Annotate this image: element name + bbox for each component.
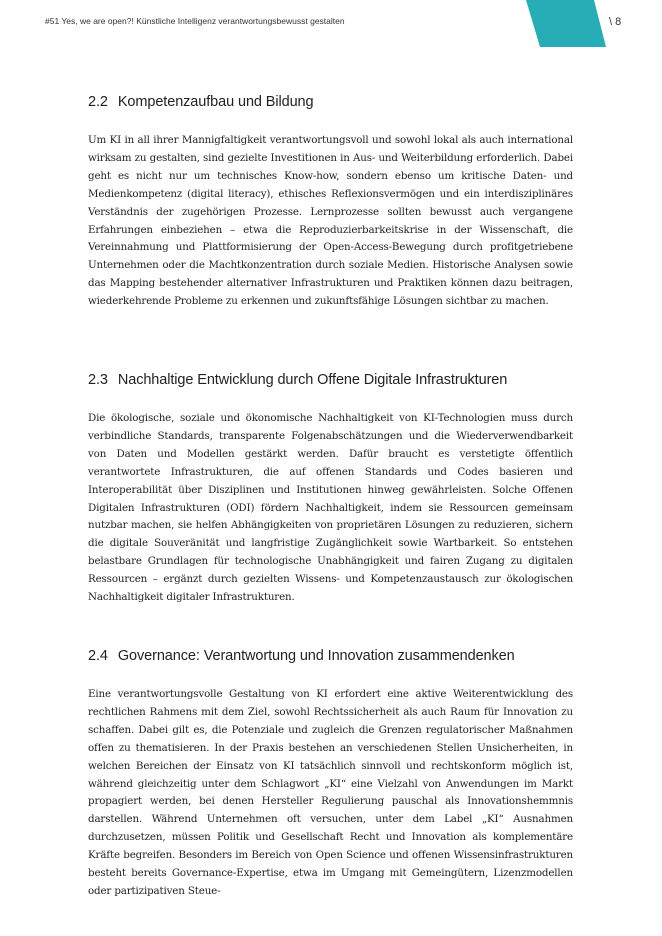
header-accent-tab [526, 0, 606, 47]
section-number: 2.4 [88, 648, 108, 664]
running-header: #51 Yes, we are open?! Künstliche Intelligenz verantwortungsbewusst gestalten [45, 16, 345, 26]
page-number: \ 8 [609, 16, 622, 28]
section-title: Kompetenzaufbau und Bildung [117, 94, 314, 110]
section-heading [88, 372, 573, 388]
section-body: Eine verantwortungsvolle Gestaltung von KI erfordert eine aktive Weiterentwicklung des rechtlichen Rahmens mit dem Ziel, sowohl Rechtssicherheit als auch Raum für Innovation zu schaffen. Dabei gilt es, die Potenziale und zugleich die Grenzen regulatorischer Maßnahmen offen zu thematisieren. In der Praxis bestehen an verschiedenen Stellen Unsicherheiten, in welchen Bereichen der Einsatz von KI tatsächlich sinnvoll und rechtskonform möglich ist, während gleichzeitig unter dem Schlagwort „KI“ eine Vielzahl von Anwendungen im Markt propagiert werden, bei denen Hersteller Regulierung pauschal als Innovationshemmnis darstellen. Während Unternehmen oft versuchen, unter dem Label „KI“ Ausnahmen durchzusetzen, müssen Politik und Gesellschaft Recht und Innovation als komplementäre Kräfte begreifen. Besonders im Bereich von Open Science und offenen Wissensinfrastrukturen besteht bereits Governance-Expertise, etwa im Umgang mit Gemeingütern, Lizenzmodellen oder partizipativen Steue- [88, 688, 573, 897]
section-title: Governance: Verantwortung und Innovation zusammendenken [117, 648, 515, 664]
section-title: Nachhaltige Entwicklung durch Offene Digitale Infrastrukturen [117, 372, 508, 388]
section-number: 2.2 [88, 94, 108, 110]
section-body: Um KI in all ihrer Mannigfaltigkeit verantwortungsvoll und sowohl lokal als auch international wirksam zu gestalten, sind gezielte Investitionen in Aus- und Weiterbildung erforderlich. Dabei geht es nicht nur um technisches Know-how, sondern ebenso um kritische Daten- und Medienkompetenz (digital literacy), ethisches Reflexionsvermögen und ein interdisziplinäres Verständnis der zugehörigen Prozesse. Lernprozesse sollten bewusst auch vergangene Erfahrungen einbeziehen – etwa die Reproduzierbarkeitskrise in der Wissenschaft, die Vereinnahmung und Plattformisierung der Open-Access-Bewegung durch profitgetriebene Unternehmen oder die Machtkonzentration durch soziale Medien. Historische Analysen sowie das Mapping bestehender alternativer Infrastrukturen und Praktiken können dazu beitragen, wiederkehrende Probleme zu erkennen und zukunftsfähige Lösungen sichtbar zu machen. [88, 134, 573, 308]
section-body: Die ökologische, soziale und ökonomische Nachhaltigkeit von KI-Technologien muss durch verbindliche Standards, transparente Folgenabschätzungen und die Wiederverwendbarkeit von Daten und Modellen gestärkt werden. Dafür braucht es verstetigte öffentlich verantwortete Infrastrukturen, die auf offenen Standards und Codes basieren und Interoperabilität über Disziplinen und Institutionen hinweg gewährleisten. Solche Offenen Digitalen Infrastrukturen (ODI) fördern Nachhaltigkeit, indem sie Ressourcen gemeinsam nutzbar machen, sie helfen Abhängigkeiten von proprietären Lösungen zu reduzieren, sichern die digitale Souveränität und langfristige Zugänglichkeit sowie Wartbarkeit. So entstehen belastbare Grundlagen für technologische Unabhängigkeit und fairen Zugang zu digitalen Ressourcen – ergänzt durch gezielten Wissens- und Kompetenzaustausch zur ökologischen Nachhaltigkeit digitaler Infrastrukturen. [88, 412, 573, 604]
section-heading [88, 648, 573, 664]
section-2-2 [88, 94, 573, 311]
section-2-4 [88, 648, 573, 901]
section-heading [88, 94, 573, 110]
section-2-3 [88, 372, 573, 607]
section-number: 2.3 [88, 372, 108, 388]
